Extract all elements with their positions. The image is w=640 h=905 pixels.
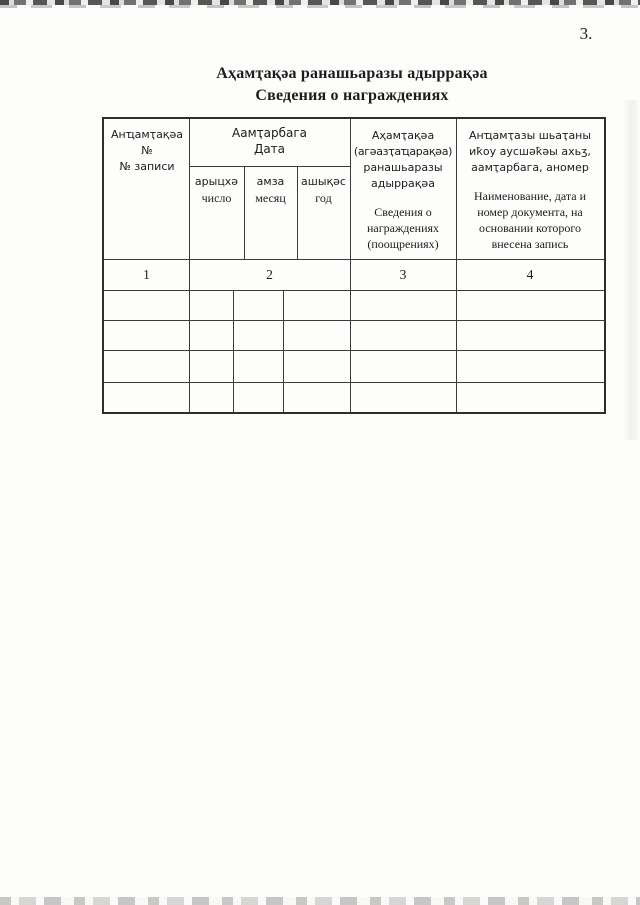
column-number-3: 3 xyxy=(399,267,407,282)
header-date-month-russian: месяц xyxy=(255,191,286,205)
table-rule-date-split xyxy=(189,166,350,167)
table-rule-row1-bottom xyxy=(104,320,604,321)
header-record-number-russian: № записи xyxy=(119,160,175,173)
page-number: 3. xyxy=(579,24,593,43)
header-date-russian: Дата xyxy=(253,142,286,156)
column-number-4: 4 xyxy=(526,267,534,282)
header-document-basis xyxy=(458,128,602,252)
awards-table xyxy=(102,117,606,414)
scan-artifact-right-smudge xyxy=(622,100,638,440)
table-rule-body-day-month xyxy=(233,290,234,412)
header-award-info-abkhaz-line: адыррақәа xyxy=(371,177,435,190)
header-document-basis-russian-line: Наименование, дата и xyxy=(473,189,587,203)
page-title-abkhaz: Аҳамҭақәа ранашьаразы адыррақәа xyxy=(216,65,488,82)
header-record-number xyxy=(105,127,189,175)
scan-artifact-top-edge-faint xyxy=(0,5,640,8)
table-rule-row3-bottom xyxy=(104,382,604,383)
header-date-year xyxy=(297,174,350,206)
header-award-info xyxy=(352,128,454,252)
header-document-basis-abkhaz-line: Анҵамҭазы шьаҭаны xyxy=(468,129,592,142)
table-rule-numberrow-bottom xyxy=(104,290,604,291)
header-date-year-russian: год xyxy=(315,191,332,205)
header-record-number-abkhaz: Анҵамҭақәа № xyxy=(111,128,183,157)
column-number-1: 1 xyxy=(143,267,150,282)
table-rule-row2-bottom xyxy=(104,350,604,351)
header-date-day-abkhaz: арыцхә xyxy=(194,175,239,188)
header-date-year-abkhaz: ашықәс xyxy=(301,175,346,188)
header-document-basis-abkhaz-line: аамҭарбага, аномер xyxy=(471,161,589,174)
header-date-day xyxy=(189,174,244,206)
header-date-month xyxy=(244,174,297,206)
header-award-info-abkhaz-line: Аҳамҭақәа xyxy=(371,129,435,142)
header-award-info-russian-line: (поощрениях) xyxy=(367,237,439,251)
header-date-month-abkhaz: амза xyxy=(256,175,285,188)
header-award-info-abkhaz-line: ранашьаразы xyxy=(363,161,443,174)
column-number-2: 2 xyxy=(266,267,273,282)
header-date xyxy=(189,125,350,157)
header-award-info-russian-line: награждениях xyxy=(366,221,440,235)
scan-artifact-bottom-edge xyxy=(0,897,640,905)
header-document-basis-russian-line: внесена запись xyxy=(491,237,569,251)
header-date-day-russian: число xyxy=(201,191,232,205)
page-title-russian: Сведения о награждениях xyxy=(255,87,449,104)
header-document-basis-russian-line: основании которого xyxy=(479,221,581,235)
header-document-basis-russian-line: номер документа, на xyxy=(477,205,583,219)
page-title xyxy=(102,63,602,107)
header-award-info-russian-line: Сведения о xyxy=(374,205,432,219)
table-rule-body-month-year xyxy=(283,290,284,412)
header-date-abkhaz: Аамҭарбага xyxy=(232,126,307,140)
header-award-info-abkhaz-line: (агәазҭаҵарақәа) xyxy=(353,145,453,158)
header-document-basis-abkhaz-line: иҟоу аусшәҟәы ахьӡ, xyxy=(469,145,591,158)
